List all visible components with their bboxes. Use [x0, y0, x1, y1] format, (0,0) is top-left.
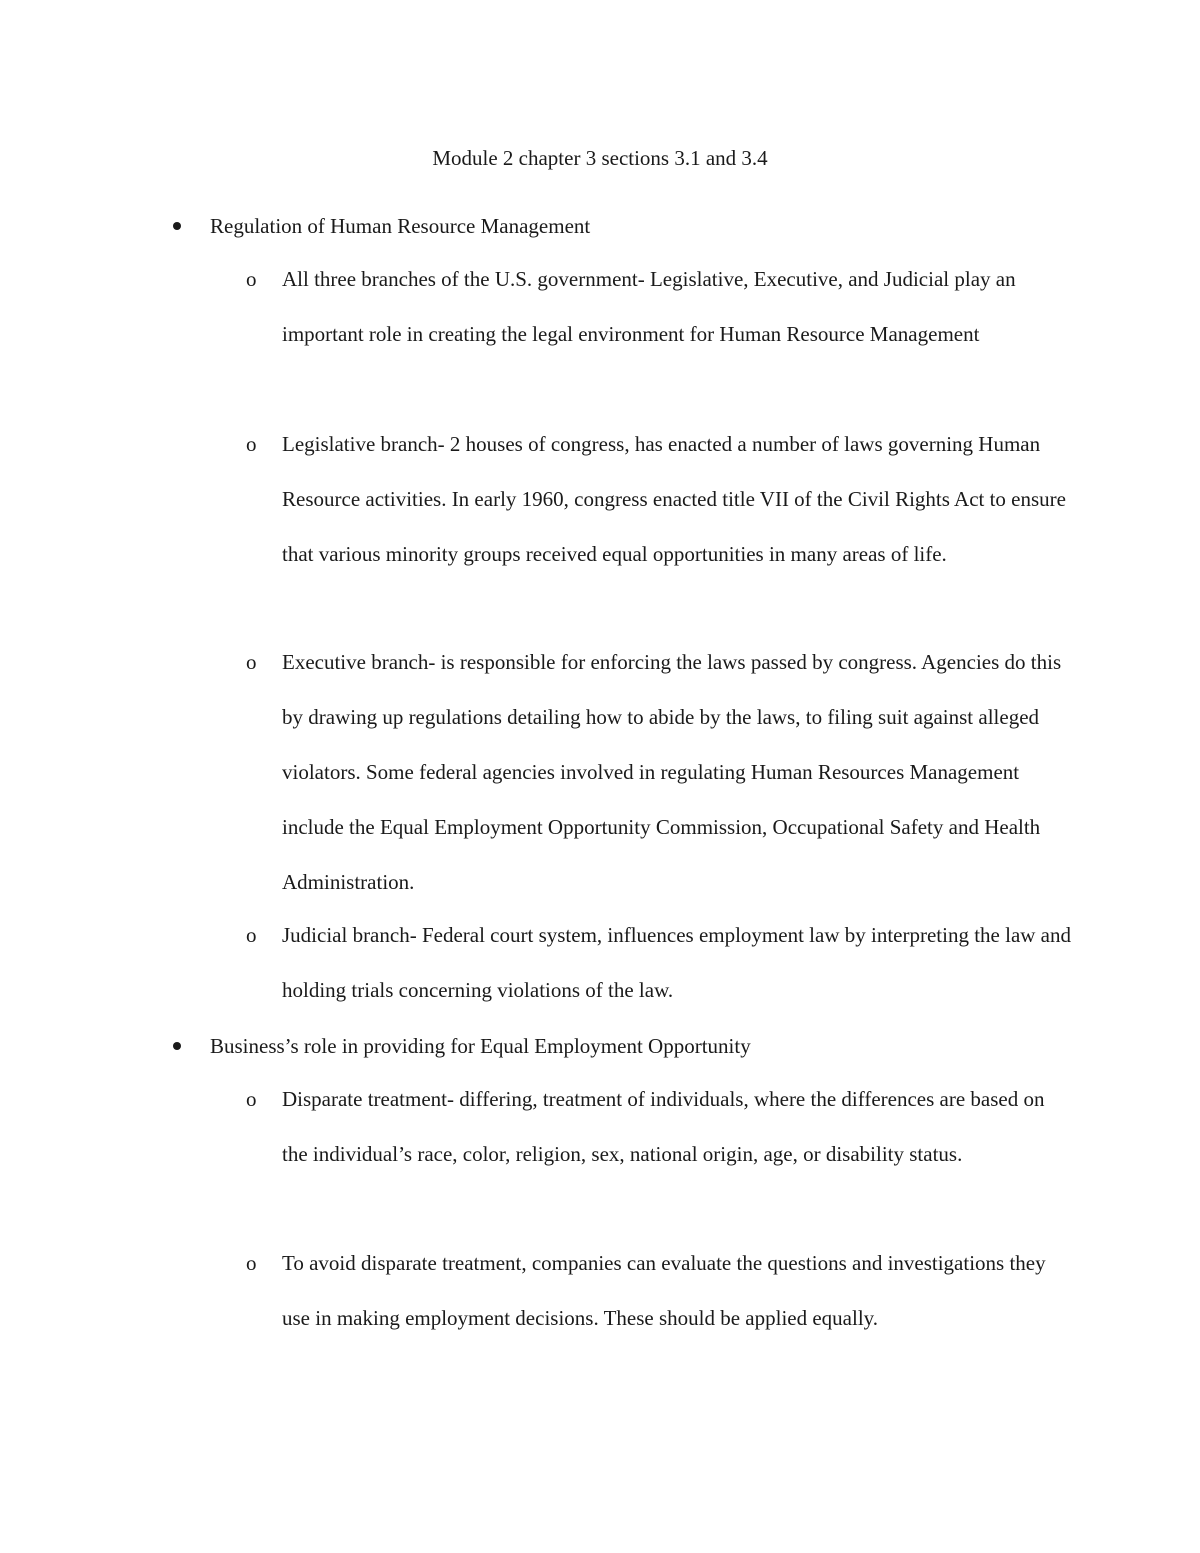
bullet-circle-icon: o — [246, 1087, 257, 1111]
list-item — [246, 908, 1072, 1018]
list-item-text: Executive branch- is responsible for enforcing the laws passed by congress. Agencies do this by drawing up regulations detailing how to abide by the laws, to filing suit against alleged violators. Some federal agencies involved in regulating Human Resources Management include the Equal Employment Opportunity Commission, Occupational Safety and Health Administration. — [282, 650, 1062, 894]
list-item — [246, 1072, 1072, 1182]
bullet-circle-icon: o — [246, 432, 257, 456]
list-item-text: Disparate treatment- differing, treatment of individuals, where the differences are based on the individual’s race, color, religion, sex, national origin, age, or disability status. — [282, 1087, 1045, 1166]
list-item — [246, 252, 1072, 362]
section-heading-text: Regulation of Human Resource Management — [210, 214, 591, 238]
bullet-circle-icon: o — [246, 923, 257, 947]
bullet-circle-icon: o — [246, 267, 257, 291]
section-heading-business-role — [210, 1032, 1090, 1060]
list-item-text: Judicial branch- Federal court system, influences employment law by interpreting the law and holding trials concerning violations of the law. — [282, 923, 1072, 1002]
bullet-dot-icon — [173, 1042, 181, 1050]
section-heading-regulation — [210, 212, 1090, 240]
page-title: Module 2 chapter 3 sections 3.1 and 3.4 — [432, 146, 768, 170]
list-item — [246, 417, 1072, 582]
list-item — [246, 1236, 1072, 1346]
list-item-text: Legislative branch- 2 houses of congress, has enacted a number of laws governing Human Resource activities. In early 1960, congress enacted title VII of the Civil Rights Act to ensure that various minority groups received equal opportunities in many areas of life. — [282, 432, 1066, 566]
list-item-text: To avoid disparate treatment, companies can evaluate the questions and investigations they use in making employment decisions. These should be applied equally. — [282, 1251, 1046, 1330]
bullet-circle-icon: o — [246, 650, 257, 674]
bullet-dot-icon — [173, 222, 181, 230]
section-heading-text: Business’s role in providing for Equal Employment Opportunity — [210, 1034, 751, 1058]
list-item-text: All three branches of the U.S. government- Legislative, Executive, and Judicial play an important role in creating the legal environment for Human Resource Management — [282, 267, 1016, 346]
bullet-circle-icon: o — [246, 1251, 257, 1275]
list-item — [246, 635, 1072, 910]
